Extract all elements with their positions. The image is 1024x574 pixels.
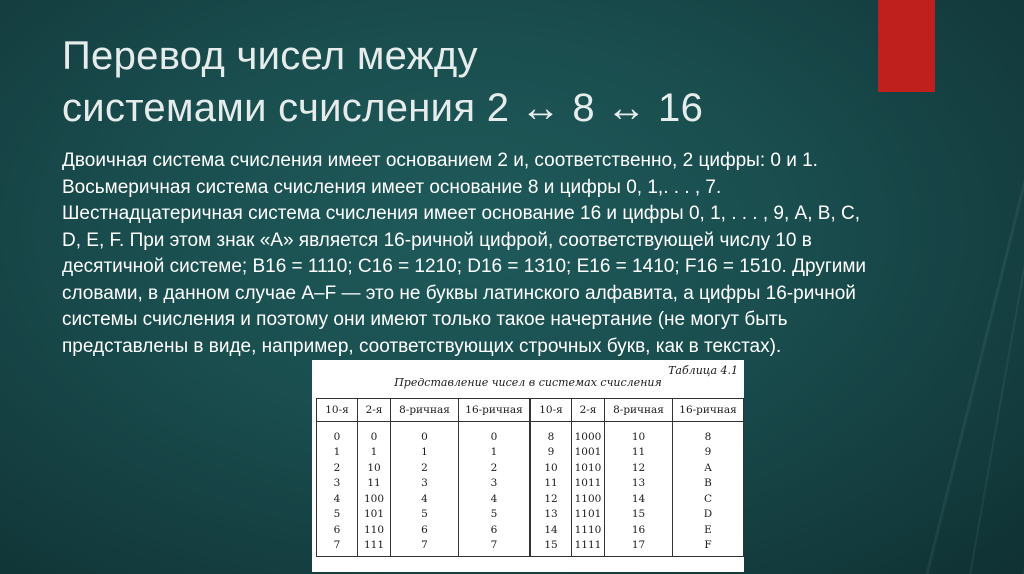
table-cell: 11 [531,476,572,492]
table-row [317,476,530,492]
header-hex: 16-ричная [459,399,530,422]
header-octal: 8-ричная [391,399,459,422]
table-cell: 2 [317,460,358,476]
number-systems-table-figure [312,360,744,572]
table-cell: 12 [531,491,572,507]
table-cell: 100 [358,491,391,507]
table-cell: 5 [391,507,459,523]
table-cell: 10 [605,422,673,445]
table-left [316,398,530,557]
table-cell: 17 [605,538,673,557]
table-cell: 2 [459,460,530,476]
title-line-1: Перевод чисел между [62,34,478,78]
table-cell: 7 [459,538,530,557]
body-line: D, Е, F. При этом знак «А» является 16-ричной цифрой, соответствующей числу 10 в [62,229,812,251]
slide-title [62,30,862,134]
table-cell: 1 [391,445,459,461]
table-cell: 16 [605,522,673,538]
table-cell: 111 [358,538,391,557]
table-row [317,522,530,538]
table-cell: 8 [673,422,744,445]
body-line: Шестнадцатеричная система счисления имеет основание 16 и цифры 0, 1, . . . , 9, А, В, С, [62,203,861,224]
table-cell: 6 [391,522,459,538]
table-cell: 5 [317,507,358,523]
table-cell: 0 [459,422,530,445]
table-cell: 1 [459,445,530,461]
table-row [531,491,744,507]
table-cell: 3 [391,476,459,492]
table-cell: 1 [358,445,391,461]
table-row [317,538,530,557]
table-cell: 4 [459,491,530,507]
table-cell: 1110 [572,522,605,538]
body-line: Двоичная система счисления имеет основанием 2 и, соответственно, 2 цифры: 0 и 1. [62,150,818,171]
table-cell: 9 [673,445,744,461]
table-row [531,460,744,476]
body-line: десятичной системе; В16 = 1110; С16 = 1210; D16 = 1310; Е16 = 1410; F16 = 1510. Другими [62,256,867,277]
table-row [531,445,744,461]
body-line: Восьмеричная система счисления имеет основание 8 и цифры 0, 1,. . . , 7. [62,176,722,198]
table-row [317,460,530,476]
table-cell: 101 [358,507,391,523]
table-cell: F [673,538,744,557]
table-cell: 0 [317,422,358,445]
table-cell: 1111 [572,538,605,557]
header-decimal: 10-я [531,399,572,422]
table-cell: 1001 [572,445,605,461]
table-cell: 3 [459,476,530,492]
table-cell: 1101 [572,507,605,523]
table-cell: 7 [317,538,358,557]
table-cell: 11 [358,476,391,492]
header-hex: 16-ричная [673,399,744,422]
table-cell: 15 [605,507,673,523]
header-decimal: 10-я [317,399,358,422]
table-row [531,422,744,445]
table-row [317,491,530,507]
header-binary: 2-я [572,399,605,422]
table-cell: 1000 [572,422,605,445]
table-cell: 1010 [572,460,605,476]
table-cell: 10 [358,460,391,476]
table-row [531,538,744,557]
red-accent-bar [878,0,935,92]
table-cell: 7 [391,538,459,557]
table-cell: 6 [459,522,530,538]
body-line: системы счисления и поэтому они имеют только такое начертание (не могут быть [62,309,788,330]
table-header-row [317,399,530,422]
table-cell: 13 [605,476,673,492]
table-cell: 14 [605,491,673,507]
body-line: представлены в виде, например, соответствующих строчных букв, как в текстах). [62,335,782,357]
table-cell: A [673,460,744,476]
table-cell: 12 [605,460,673,476]
table-caption: Представление чисел в системах счисления [394,376,662,389]
table-row [531,522,744,538]
table-cell: 1100 [572,491,605,507]
table-cell: 15 [531,538,572,557]
table-cell: 1011 [572,476,605,492]
table-cell: 0 [391,422,459,445]
table-cell: 8 [531,422,572,445]
table-cell: D [673,507,744,523]
table-number-label: Таблица 4.1 [668,364,738,377]
body-text [62,148,962,360]
title-line-2: системами счисления 2 ↔ 8 ↔ 16 [62,86,704,130]
table-cell: E [673,522,744,538]
table-cell: 9 [531,445,572,461]
table-cell: 0 [358,422,391,445]
header-octal: 8-ричная [605,399,673,422]
table-cell: 2 [391,460,459,476]
table-cell: 4 [391,491,459,507]
table-cell: 4 [317,491,358,507]
table-row [531,476,744,492]
table-row [317,507,530,523]
stripe [954,0,1024,574]
table-row [317,445,530,461]
table-cell: 3 [317,476,358,492]
table-cell: 5 [459,507,530,523]
table-cell: 11 [605,445,673,461]
table-row [531,507,744,523]
table-cell: 110 [358,522,391,538]
body-line: словами, в данном случае А–F — это не буквы латинского алфавита, а цифры 16-ричной [62,282,856,304]
header-binary: 2-я [358,399,391,422]
table-cell: 1 [317,445,358,461]
table-header-row [531,399,744,422]
table-cell: 10 [531,460,572,476]
table-cell: C [673,491,744,507]
table-row [317,422,530,445]
table-cell: 14 [531,522,572,538]
table-cell: B [673,476,744,492]
table-right [530,398,744,557]
table-cell: 6 [317,522,358,538]
table-cell: 13 [531,507,572,523]
